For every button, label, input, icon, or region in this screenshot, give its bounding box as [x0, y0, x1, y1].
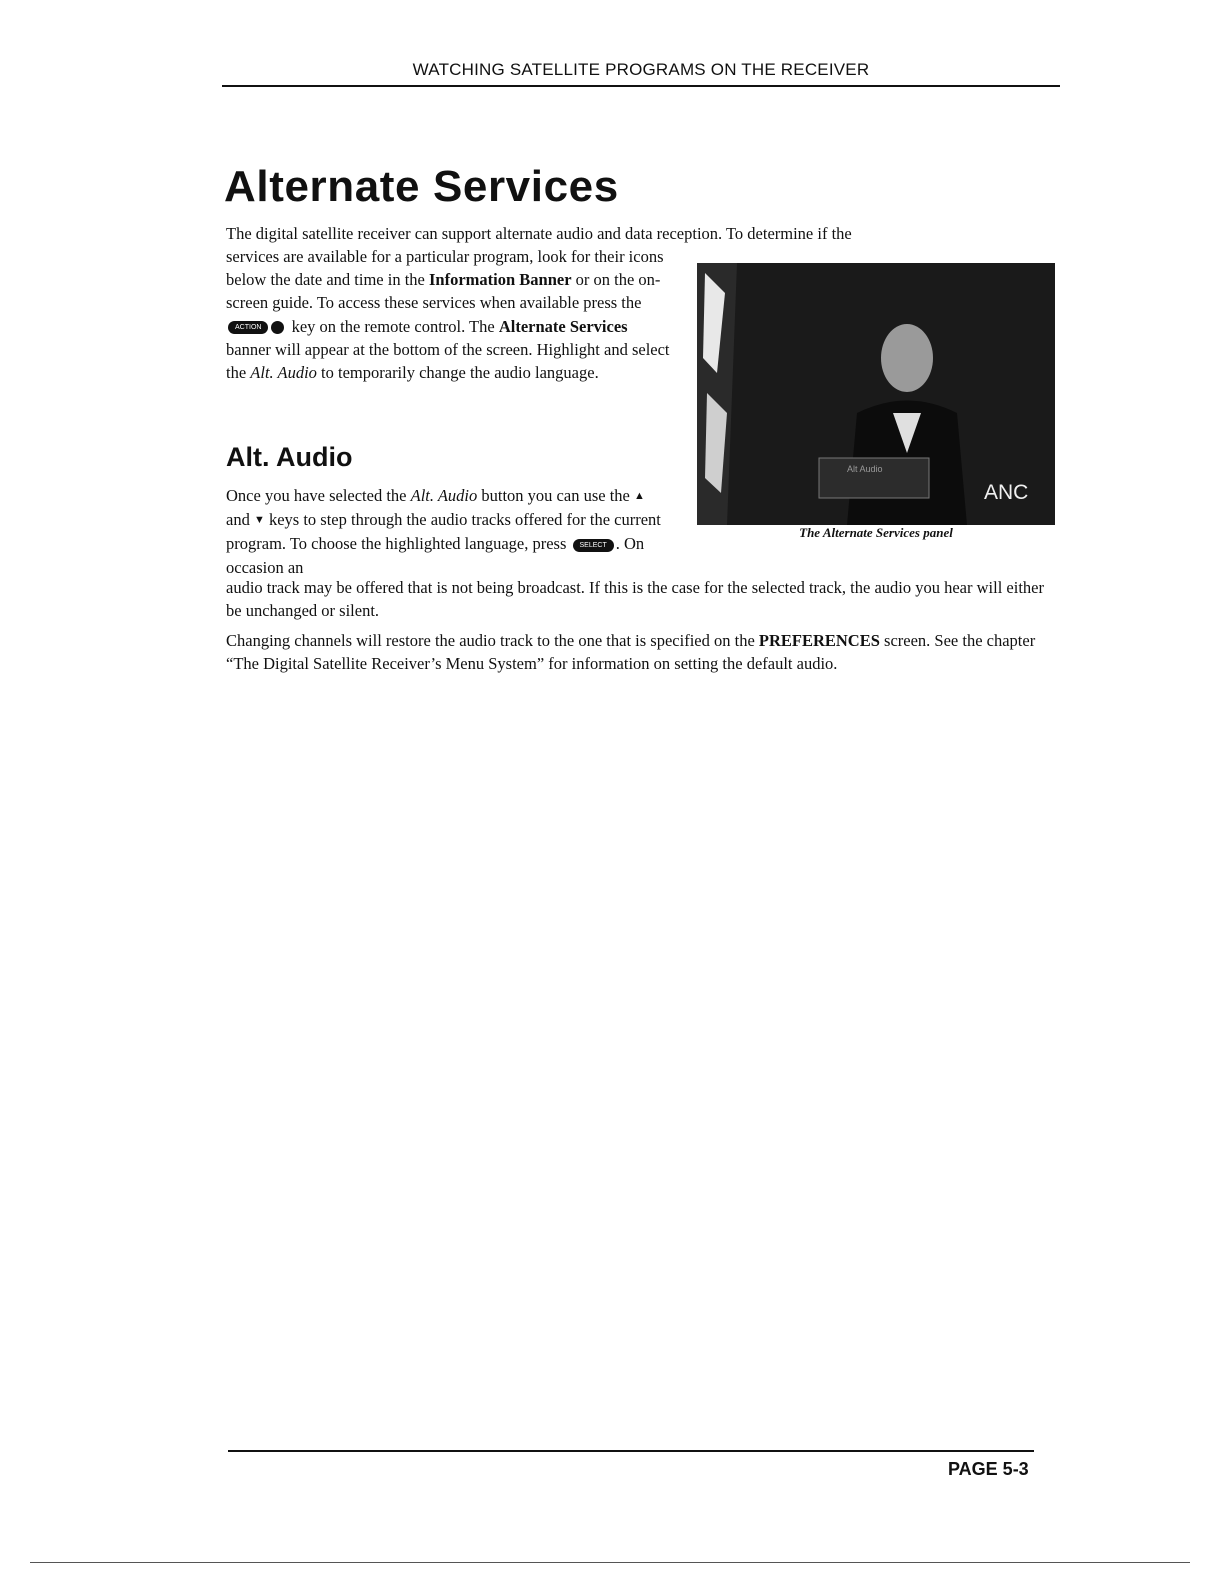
page-number: PAGE 5-3 [948, 1459, 1029, 1479]
paragraph-text: keys to step through the audio tracks offered for the current program. To choose the highlighted language, press [226, 510, 661, 554]
alt-audio-paragraph [226, 484, 666, 579]
paragraph-text: Once you have selected the [226, 486, 411, 505]
key-button-icon [271, 321, 284, 334]
figure-caption: The Alternate Services panel [799, 525, 953, 540]
footer-rule [228, 1450, 1034, 1452]
down-arrow-icon: ▼ [253, 514, 265, 527]
up-arrow-icon: ▲ [633, 490, 645, 502]
page-edge-line [30, 1562, 1190, 1563]
header-rule [222, 85, 1060, 87]
paragraph-text: . On occasion an [226, 534, 645, 577]
page-title: Alternate Services [224, 162, 619, 211]
preferences-term: PREFERENCES [758, 631, 880, 650]
intro-text: or on the on-screen guide. To access these services when available press the [226, 270, 661, 313]
intro-text: key on the remote control. The [287, 316, 499, 336]
alternate-services-screenshot [697, 263, 1055, 525]
intro-text: to temporarily change the audio language. [316, 363, 599, 383]
channel-logo: ANC [984, 481, 1029, 504]
intro-text: banner will appear at the bottom of the screen. Highlight and select the [226, 339, 670, 383]
action-key-icon: ACTION [228, 321, 268, 334]
paragraph-text: screen. See the chapter “The Digital Satellite Receiver’s Menu System” for information on setting the default audio. [226, 631, 1036, 674]
running-header: WATCHING SATELLITE PROGRAMS ON THE RECEIVER [412, 60, 870, 79]
alternate-services-term: Alternate Services [498, 316, 628, 336]
information-banner-term: Information Banner [428, 270, 572, 290]
intro-text: services are available for a particular program, look for their icons below the date and time in the [226, 247, 664, 290]
paragraph-text: Changing channels will restore the audio track to the one that is specified on the [226, 631, 759, 650]
alt-audio-paragraph-continued: audio track may be offered that is not being broadcast. If this is the case for the selected track, the audio you hear will either be unchanged or silent. [226, 578, 1044, 621]
select-key-icon: SELECT [573, 539, 614, 552]
alt-audio-term: Alt. Audio [250, 363, 317, 383]
tv-screen-image [697, 263, 1055, 525]
paragraph-text: button you can use the [477, 486, 634, 505]
alt-audio-term: Alt. Audio [410, 486, 478, 505]
paragraph-text: and [226, 510, 254, 530]
preferences-paragraph [226, 629, 1056, 675]
section-heading: Alt. Audio [226, 442, 353, 472]
alt-audio-overlay-label: Alt Audio [847, 464, 883, 474]
intro-first-line: The digital satellite receiver can support alternate audio and data reception. To determine if the [226, 224, 852, 243]
intro-paragraph [226, 245, 676, 384]
